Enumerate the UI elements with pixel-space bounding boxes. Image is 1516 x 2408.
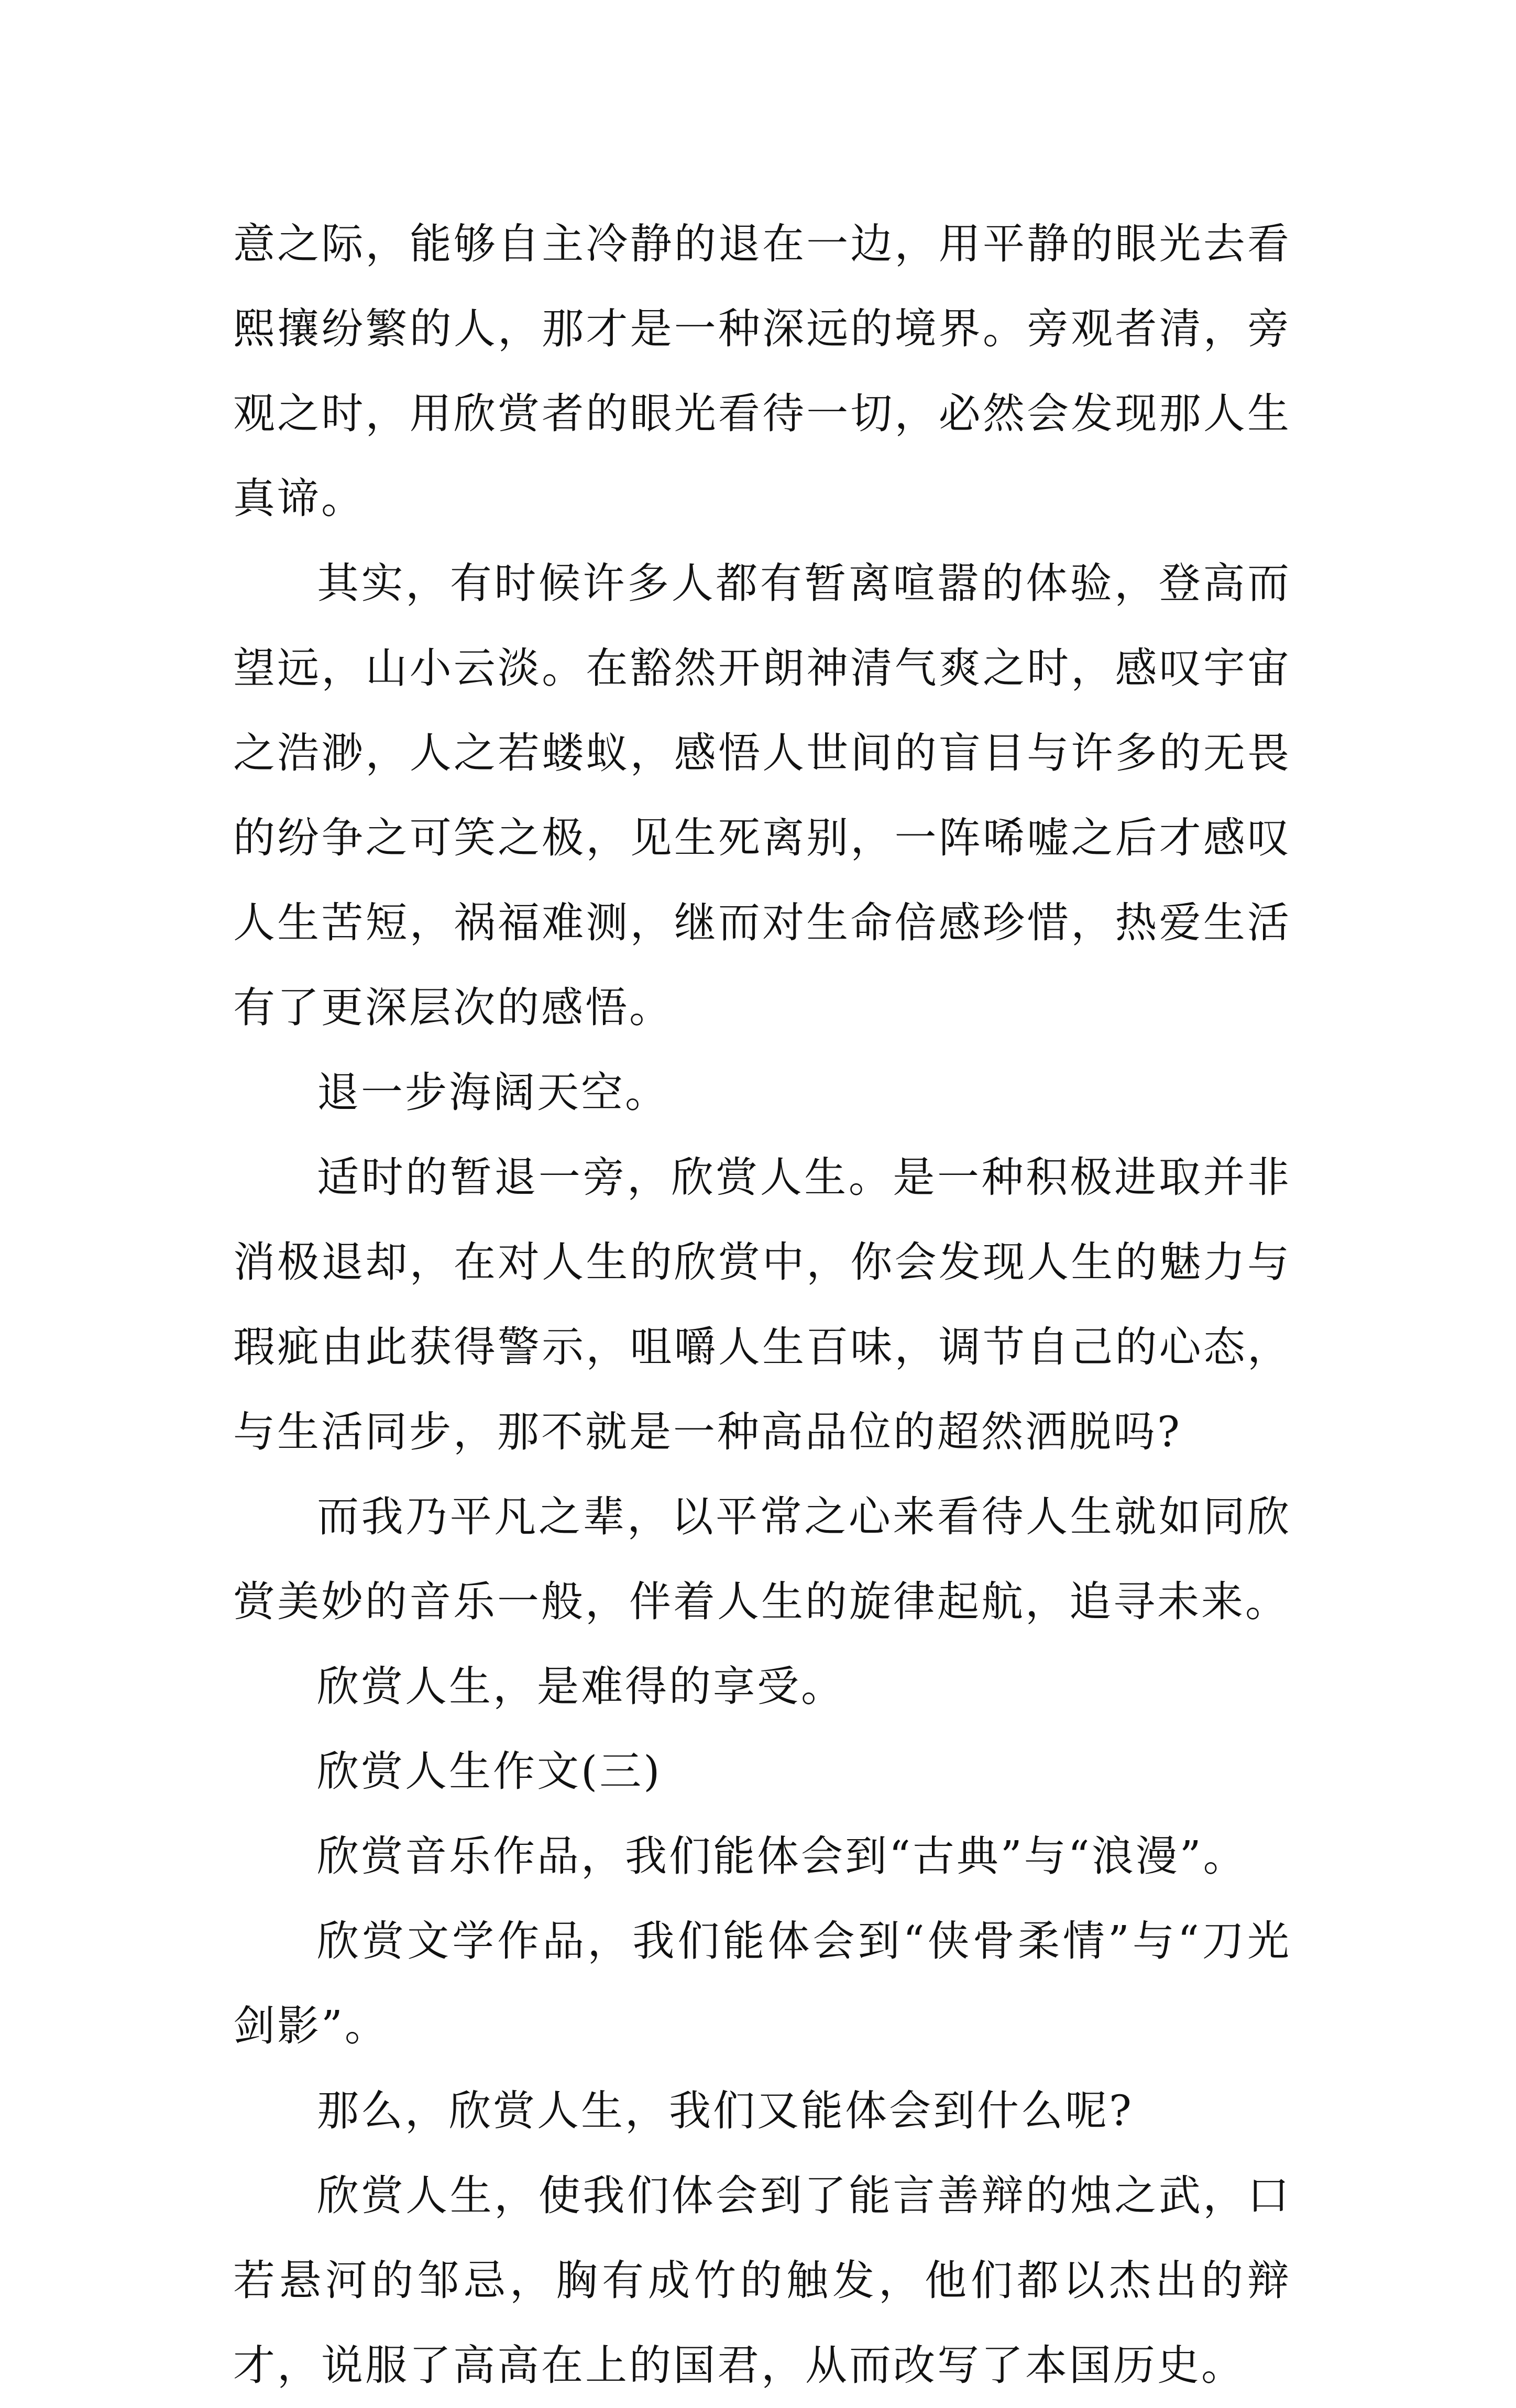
paragraph-2: 其实，有时候许多人都有暂离喧嚣的体验，登高而望远，山小云淡。在豁然开朗神清气爽之时，感叹宇宙之浩渺，人之若蝼蚁，感悟人世间的盲目与许多的无畏的纷争之可笑之极，见生死离别，一阵唏嘘之后才感叹人生苦短，祸福难测，继而对生命倍感珍惜，热爱生活有了更深层次的感悟。 [233, 559, 1291, 1032]
paragraph-5: 而我乃平凡之辈，以平常之心来看待人生就如同欣赏美妙的音乐一般，伴着人生的旋律起航，追寻未来。 [233, 1492, 1291, 1626]
paragraph-11: 欣赏人生，使我们体会到了能言善辩的烛之武，口若悬河的邹忌，胸有成竹的触发，他们都以杰出的辩才，说服了高高在上的国君，从而改写了本国历史。 [233, 2171, 1291, 2390]
paragraph-3: 退一步海阔天空。 [317, 1068, 669, 1117]
paragraph-1: 意之际，能够自主冷静的退在一边，用平静的眼光去看熙攘纷繁的人，那才是一种深远的境界。旁观者清，旁观之时，用欣赏者的眼光看待一切，必然会发现那人生真谛。 [233, 219, 1291, 523]
section-heading: 欣赏人生作文(三) [317, 1747, 662, 1796]
paragraph-9: 欣赏文学作品，我们能体会到“侠骨柔情”与“刀光剑影”。 [233, 1917, 1291, 2050]
paragraph-6: 欣赏人生，是难得的享受。 [317, 1662, 845, 1711]
paragraph-8: 欣赏音乐作品，我们能体会到“古典”与“浪漫”。 [317, 1832, 1247, 1881]
document-body [233, 202, 1291, 2408]
paragraph-4: 适时的暂退一旁，欣赏人生。是一种积极进取并非消极退却，在对人生的欣赏中，你会发现人生的魅力与瑕疵由此获得警示，咀嚼人生百味，调节自己的心态，与生活同步，那不就是一种高品位的超然洒脱吗? [233, 1153, 1291, 1456]
paragraph-10: 那么，欣赏人生，我们又能体会到什么呢? [317, 2086, 1134, 2135]
